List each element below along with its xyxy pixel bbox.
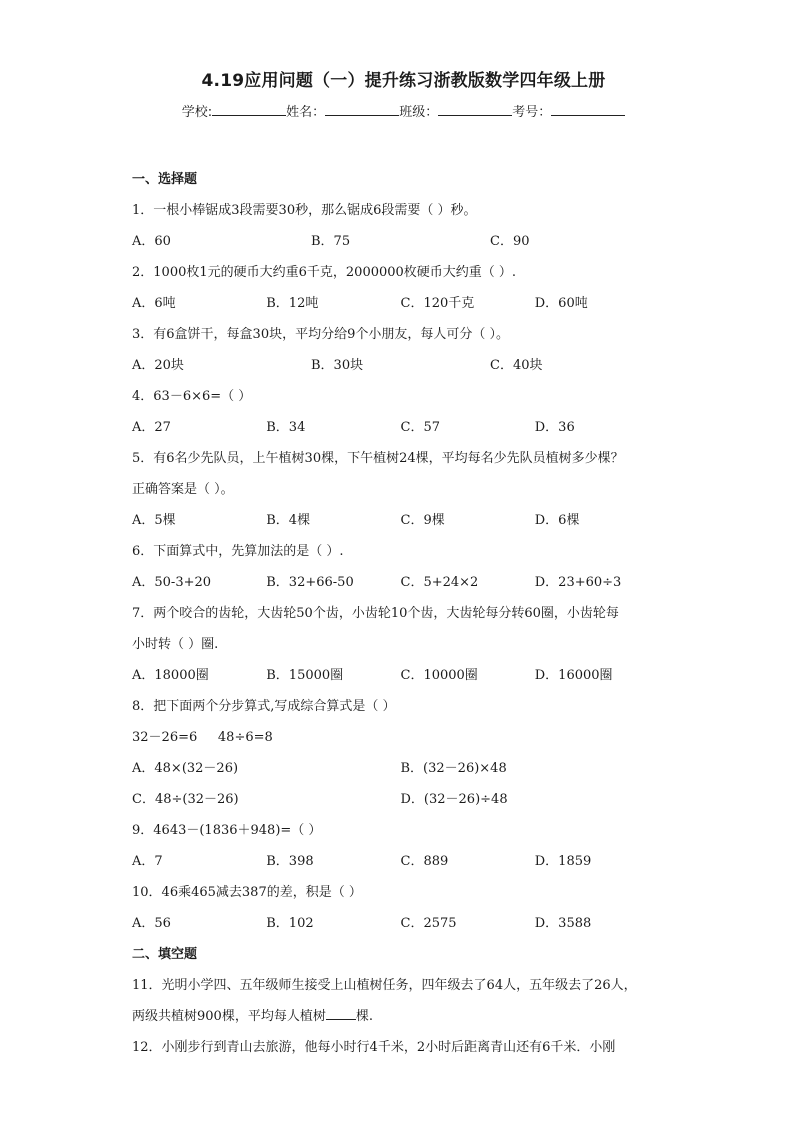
option-row bbox=[132, 226, 669, 257]
name-label: 姓名： bbox=[286, 105, 326, 120]
question-text: 6．下面算式中，先算加法的是（ ）. bbox=[132, 544, 344, 559]
option-c[interactable]: C．889 bbox=[400, 854, 449, 869]
option-c[interactable]: C．120千克 bbox=[400, 296, 475, 311]
question-text: 4．63－6×6=（ ） bbox=[132, 389, 252, 404]
option-d[interactable]: D．3588 bbox=[534, 916, 592, 931]
option-c[interactable]: C．2575 bbox=[400, 916, 457, 931]
option-a[interactable]: A．60 bbox=[132, 234, 171, 249]
option-d[interactable]: D．36 bbox=[534, 420, 575, 435]
option-d[interactable]: D．16000圈 bbox=[534, 668, 613, 683]
option-c[interactable]: C．90 bbox=[490, 234, 530, 249]
question-text: 5．有6名少先队员，上午植树30棵，下午植树24棵，平均每名少先队员植树多少棵？ bbox=[132, 451, 624, 466]
option-b[interactable]: B．75 bbox=[311, 234, 351, 249]
option-a[interactable]: A．18000圈 bbox=[132, 668, 209, 683]
question-text: 10．46乘465减去387的差，积是（ ） bbox=[132, 885, 362, 900]
option-b[interactable]: B．34 bbox=[266, 420, 306, 435]
option-row bbox=[132, 753, 669, 784]
option-d[interactable]: D．1859 bbox=[534, 854, 592, 869]
question-expressions: 32－26=6 48÷6=8 bbox=[132, 730, 273, 745]
student-info-line bbox=[138, 101, 669, 120]
exam-no-label: 考号： bbox=[512, 105, 552, 120]
option-c[interactable]: C．40块 bbox=[490, 358, 543, 373]
question-text: 7．两个咬合的齿轮，大齿轮50个齿，小齿轮10个齿，大齿轮每分转60圈，小齿轮每 bbox=[132, 606, 619, 621]
option-row bbox=[132, 505, 669, 536]
option-row bbox=[132, 412, 669, 443]
option-b[interactable]: B．12吨 bbox=[266, 296, 319, 311]
option-d[interactable]: D．6棵 bbox=[534, 513, 580, 528]
option-c[interactable]: C．57 bbox=[400, 420, 440, 435]
option-c[interactable]: C．48÷(32－26) bbox=[132, 792, 239, 807]
option-b[interactable]: B．(32－26)×48 bbox=[400, 761, 507, 776]
option-row bbox=[132, 350, 669, 381]
class-label: 班级： bbox=[399, 105, 439, 120]
question-text: 12．小刚步行到青山去旅游，他每小时行4千米，2小时后距离青山还有6千米．小刚 bbox=[132, 1040, 616, 1055]
option-b[interactable]: B．15000圈 bbox=[266, 668, 344, 683]
option-d[interactable]: D．60吨 bbox=[534, 296, 588, 311]
school-label: 学校: bbox=[181, 105, 213, 120]
option-a[interactable]: A．6吨 bbox=[132, 296, 176, 311]
option-row bbox=[132, 846, 669, 877]
option-a[interactable]: A．27 bbox=[132, 420, 171, 435]
question-text: 3．有6盒饼干，每盒30块，平均分给9个小朋友，每人可分（ ）。 bbox=[132, 327, 509, 342]
option-b[interactable]: B．32+66-50 bbox=[266, 575, 354, 590]
answer-blank[interactable] bbox=[326, 1007, 356, 1020]
fill-text-before: 两级共植树900棵，平均每人植树 bbox=[132, 1009, 326, 1024]
page-title: 4.19应用问题（一）提升练习浙教版数学四年级上册 bbox=[201, 71, 606, 91]
question-text-continued: 正确答案是（ ）。 bbox=[132, 482, 234, 497]
question-text: 9．4643－(1836＋948)=（ ） bbox=[132, 823, 322, 838]
option-a[interactable]: A．7 bbox=[132, 854, 163, 869]
question-text: 1．一根小棒锯成3段需要30秒，那么锯成6段需要（ ）秒。 bbox=[132, 203, 477, 218]
option-row bbox=[132, 660, 669, 691]
section-heading-choice: 一、选择题 bbox=[132, 172, 198, 187]
option-c[interactable]: C．10000圈 bbox=[400, 668, 478, 683]
fill-text-after: 棵. bbox=[355, 1009, 373, 1024]
name-blank[interactable] bbox=[325, 103, 399, 116]
option-a[interactable]: A．50-3+20 bbox=[132, 575, 212, 590]
option-row bbox=[132, 288, 669, 319]
option-d[interactable]: D．(32－26)÷48 bbox=[400, 792, 508, 807]
option-row bbox=[132, 784, 669, 815]
option-b[interactable]: B．398 bbox=[266, 854, 314, 869]
exam-no-blank[interactable] bbox=[551, 103, 625, 116]
class-blank[interactable] bbox=[438, 103, 512, 116]
question-text: 8．把下面两个分步算式,写成综合算式是（ ） bbox=[132, 699, 396, 714]
question-text-continued bbox=[132, 1001, 669, 1032]
option-d[interactable]: D．23+60÷3 bbox=[534, 575, 622, 590]
option-a[interactable]: A．20块 bbox=[132, 358, 184, 373]
option-c[interactable]: C．9棵 bbox=[400, 513, 445, 528]
school-blank[interactable] bbox=[212, 103, 286, 116]
option-row bbox=[132, 567, 669, 598]
section-heading-fill: 二、填空题 bbox=[132, 947, 198, 962]
question-text: 2．1000枚1元的硬币大约重6千克，2000000枚硬币大约重（ ）. bbox=[132, 265, 517, 280]
question-text: 11．光明小学四、五年级师生接受上山植树任务，四年级去了64人，五年级去了26人， bbox=[132, 978, 637, 993]
question-text-continued: 小时转（ ）圈. bbox=[132, 637, 219, 652]
option-a[interactable]: A．48×(32－26) bbox=[132, 761, 239, 776]
option-b[interactable]: B．30块 bbox=[311, 358, 364, 373]
option-b[interactable]: B．4棵 bbox=[266, 513, 311, 528]
option-row bbox=[132, 908, 669, 939]
option-c[interactable]: C．5+24×2 bbox=[400, 575, 479, 590]
option-b[interactable]: B．102 bbox=[266, 916, 314, 931]
option-a[interactable]: A．56 bbox=[132, 916, 171, 931]
option-a[interactable]: A．5棵 bbox=[132, 513, 176, 528]
